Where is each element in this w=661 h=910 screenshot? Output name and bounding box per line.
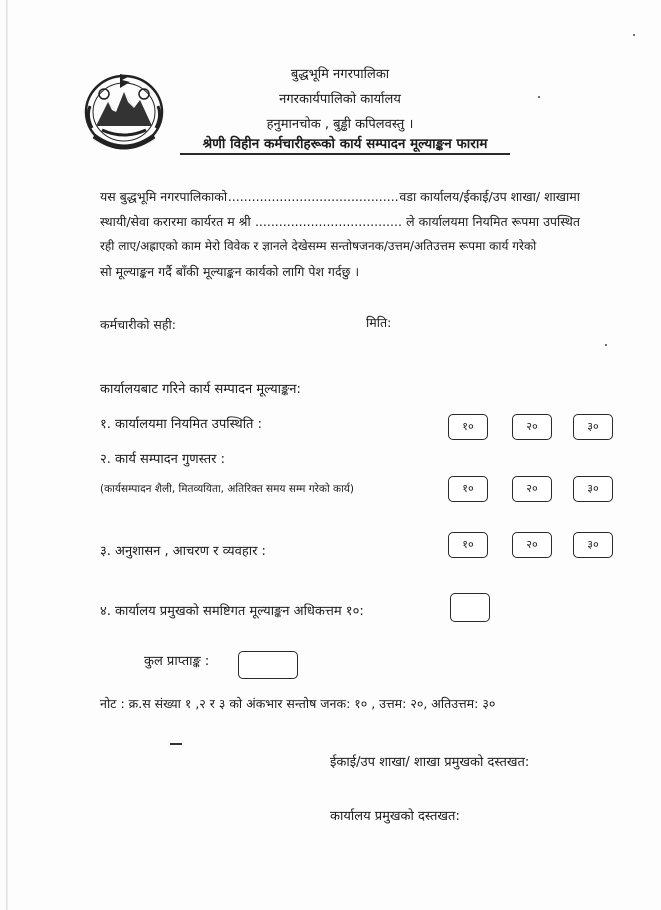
office-head-signature-label: कार्यालय प्रमुखको दस्तखत: [330,809,460,824]
ward-blank: ........................................... [227,189,399,204]
discipline-score-10[interactable]: १० [448,532,488,558]
declaration-paragraph [100,184,580,284]
item-office-head-evaluation: ४. कार्यालय प्रमुखको समष्टिगत मूल्याङ्कन अधिकत्तम १०: [100,604,364,619]
attendance-score-20[interactable]: २० [512,414,552,440]
stray-mark [170,743,182,745]
name-blank: ..................................... [254,214,402,229]
scan-speck [633,34,635,36]
scan-speck [538,96,540,98]
discipline-score-20[interactable]: २० [512,532,552,558]
item-quality-detail: (कार्यसम्पादन शैली, मितव्ययिता, अतिरिक्त समय सम्म गरेको कार्य) [100,483,354,495]
total-score-box[interactable] [238,651,298,679]
evaluation-heading: कार्यालयबाट गरिने कार्य सम्पादन मूल्याङ्कन: [100,382,301,397]
office-head-score-box[interactable] [450,593,490,622]
attendance-score-30[interactable]: ३० [573,414,613,440]
employee-signature-label: कर्मचारीको सही: [100,317,176,332]
item-quality: २. कार्य सम्पादन गुणस्तर : [100,452,225,467]
form-title: श्रेणी विहीन कर्मचारीहरूको कार्य सम्पादन मूल्याङ्कन फाराम [180,134,510,155]
para-line1-end: वडा कार्यालय/ईकाई/उप शाखा/ शाखामा [399,189,580,204]
scan-edge [6,0,8,910]
office-address: हनुमानचोक , बुड्ढी कपिलवस्तु । [266,117,414,132]
nepal-government-emblem-icon [82,66,166,152]
discipline-score-30[interactable]: ३० [573,532,613,558]
para-line4: सो मूल्याङ्कन गर्दै बाँकी मूल्याङ्कन कार्यको लागि पेश गर्दछु । [100,264,360,279]
total-score-label: कुल प्राप्ताङ्क : [144,654,210,669]
office-name: नगरकार्यपालिको कार्यालय [279,92,401,107]
unit-head-signature-label: ईकाई/उप शाखा/ शाखा प्रमुखको दस्तखत: [330,755,530,770]
quality-score-10[interactable]: १० [448,476,488,502]
date-label: मिति: [366,315,392,330]
header-block [215,62,465,137]
scan-speck [605,344,607,346]
item-discipline: ३. अनुशासन , आचरण र व्यवहार : [100,544,266,559]
para-line1-start: यस बुद्धभूमि नगरपालिकाको [100,189,228,204]
quality-score-20[interactable]: २० [512,476,552,502]
para-line2-end: ले कार्यालयमा नियमित रूपमा उपस्थित [406,214,580,229]
item-attendance: १. कार्यालयमा नियमित उपस्थिति : [100,417,262,432]
para-line2-start: स्थायी/सेवा करारमा कार्यरत म श्री [100,214,251,229]
para-line3: रही लाए/अह्राएको काम मेरो विवेक र ज्ञानले देखेसम्म सन्तोषजनक/उत्तम/अतिउत्तम रूपमा कार्य गरेको [100,239,537,253]
municipality-name: बुद्धभूमि नगरपालिका [290,67,390,82]
quality-score-30[interactable]: ३० [573,476,613,502]
scoring-note: नोट : क्र.स संख्या १ ,२ र ३ को अंकभार सन्तोष जनक: १० , उत्तम: २०, अतिउत्तम: ३० [100,696,496,711]
attendance-score-10[interactable]: १० [448,414,488,440]
